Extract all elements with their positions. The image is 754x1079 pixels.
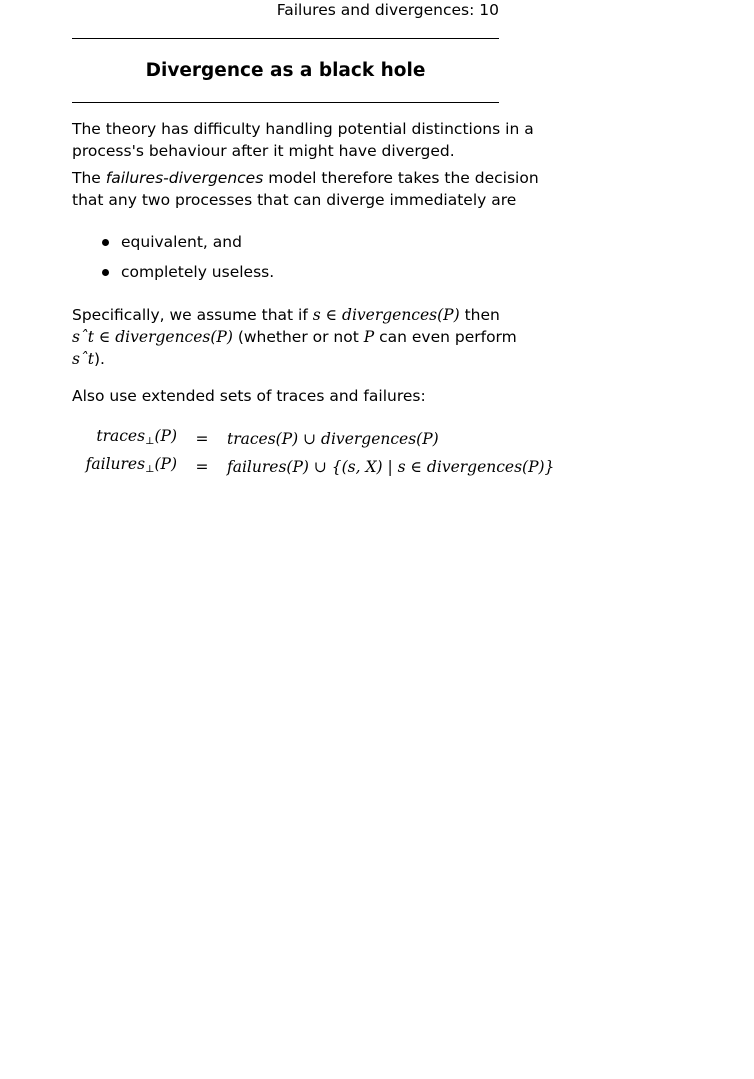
equation-row	[80, 453, 554, 481]
paragraph-assumption	[72, 304, 517, 370]
equation-lhs	[80, 453, 177, 481]
emphasis-failures-divergences: failures-divergences	[105, 169, 264, 187]
text-fragment: (whether or not	[232, 328, 364, 346]
slide-title: Divergence as a black hole	[145, 60, 426, 81]
math-arg: (P)	[154, 427, 177, 445]
text-fragment: The	[72, 169, 106, 187]
bullet-item	[100, 261, 274, 291]
bullet-item	[100, 231, 274, 261]
paragraph-assumption-line-1	[72, 304, 517, 326]
paragraph-intro	[72, 118, 534, 162]
equation-rhs: traces(P) ∪ divergences(P)	[227, 430, 439, 448]
math-inline: s ∈ divergences(P)	[312, 306, 460, 324]
equation-equals: =	[195, 430, 209, 448]
text-fragment: can even perform	[374, 328, 517, 346]
paragraph-extended-sets: Also use extended sets of traces and failures:	[72, 387, 426, 405]
text-fragment: Specifically, we assume that if	[72, 306, 313, 324]
bullet-text: equivalent, and	[121, 233, 242, 251]
paragraph-model-line-2: that any two processes that can diverge immediately are	[72, 191, 517, 209]
math-name: failures	[85, 455, 146, 473]
math-arg: (P)	[154, 455, 177, 473]
text-fragment: then	[459, 306, 500, 324]
equation-row	[80, 425, 554, 453]
bullet-list	[100, 231, 274, 291]
math-subscript: ⊥	[145, 464, 155, 475]
paragraph-model-line-1	[72, 167, 539, 189]
bullet-dot-icon	[102, 269, 109, 276]
paragraph-intro-line-1: The theory has difficulty handling potential distinctions in a	[72, 120, 534, 138]
bottom-rule	[72, 102, 499, 103]
equation-lhs	[80, 425, 177, 453]
paragraph-assumption-line-2	[72, 326, 517, 348]
math-name: traces	[96, 427, 146, 445]
text-fragment: model therefore takes the decision	[263, 169, 539, 187]
top-rule	[72, 38, 499, 39]
equation-array	[80, 425, 554, 481]
math-inline: sˆt ∈ divergences(P)	[72, 328, 233, 346]
bullet-text: completely useless.	[121, 263, 275, 281]
paragraph-model	[72, 167, 539, 211]
paragraph-assumption-line-3	[72, 348, 517, 370]
math-inline: sˆt	[72, 350, 94, 368]
bullet-dot-icon	[102, 239, 109, 246]
paragraph-intro-line-2: process's behaviour after it might have diverged.	[72, 142, 455, 160]
equation-equals: =	[195, 458, 209, 476]
running-header: Failures and divergences: 10	[276, 1, 499, 19]
equation-rhs: failures(P) ∪ {(s, X) | s ∈ divergences(P)}	[227, 458, 555, 476]
text-fragment: ).	[93, 350, 105, 368]
math-inline: P	[363, 328, 375, 346]
math-subscript: ⊥	[145, 436, 155, 447]
